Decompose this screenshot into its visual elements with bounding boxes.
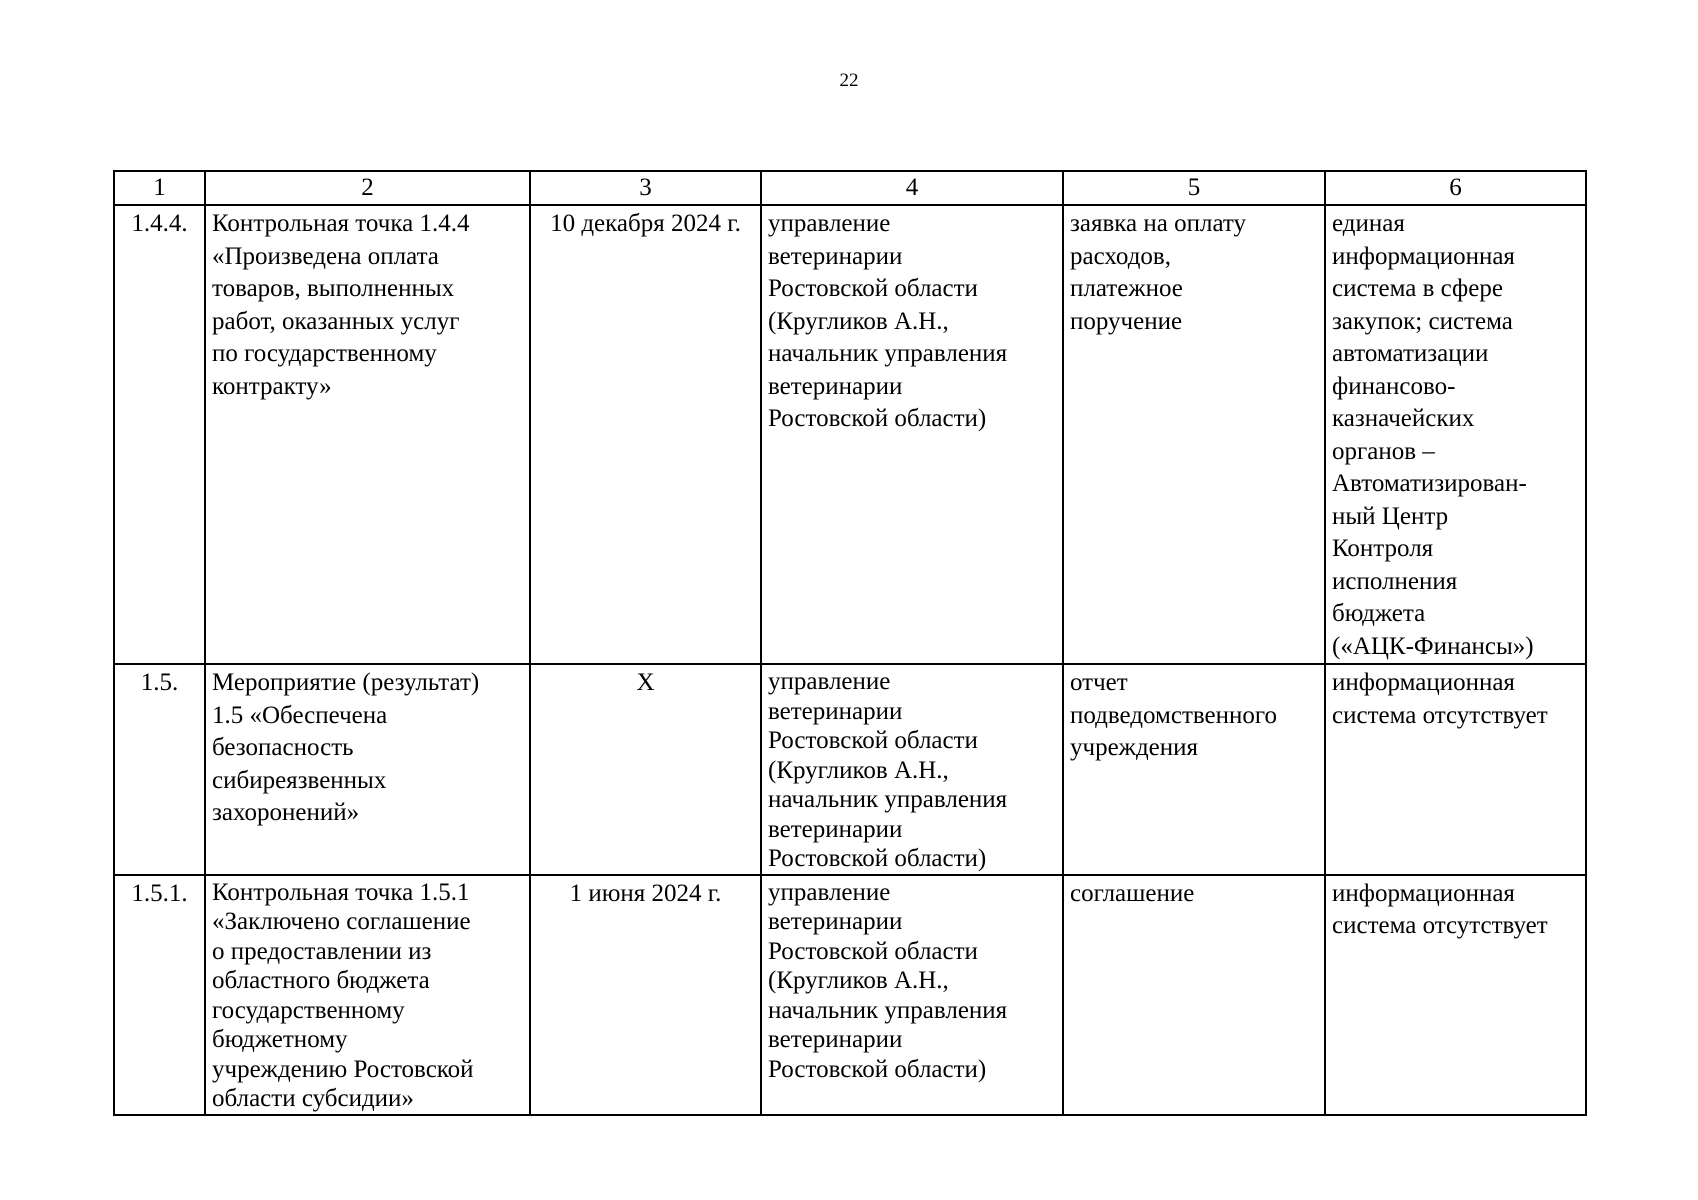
table-row: [114, 875, 1586, 1115]
row-number: 1.5.1.: [114, 875, 205, 1115]
row-responsible: управление ветеринарии Ростовской области (Кругликов А.Н., начальник управления ветеринарии Ростовской области): [761, 875, 1063, 1115]
table-row: [114, 205, 1586, 664]
row-document: отчет подведомственного учреждения: [1063, 664, 1325, 875]
row-number: 1.4.4.: [114, 205, 205, 664]
row-document: соглашение: [1063, 875, 1325, 1115]
column-header: 2: [205, 171, 530, 205]
row-number: 1.5.: [114, 664, 205, 875]
column-header: 3: [530, 171, 761, 205]
column-header: 5: [1063, 171, 1325, 205]
plan-table: [113, 170, 1587, 1116]
row-information-system: информационная система отсутствует: [1325, 664, 1586, 875]
row-date: Х: [530, 664, 761, 875]
row-date: 1 июня 2024 г.: [530, 875, 761, 1115]
column-header: 4: [761, 171, 1063, 205]
row-name: Мероприятие (результат) 1.5 «Обеспечена безопасность сибиреязвенных захоронений»: [205, 664, 530, 875]
table-header-row: [114, 171, 1586, 205]
column-header: 6: [1325, 171, 1586, 205]
row-date: 10 декабря 2024 г.: [530, 205, 761, 664]
table-row: [114, 664, 1586, 875]
row-name: Контрольная точка 1.4.4 «Произведена оплата товаров, выполненных работ, оказанных услуг по государственному контракту»: [205, 205, 530, 664]
column-header: 1: [114, 171, 205, 205]
row-name: Контрольная точка 1.5.1 «Заключено соглашение о предоставлении из областного бюджета государственному бюджетному учреждению Ростовской области субсидии»: [205, 875, 530, 1115]
row-responsible: управление ветеринарии Ростовской области (Кругликов А.Н., начальник управления ветеринарии Ростовской области): [761, 205, 1063, 664]
page-number: 22: [839, 70, 859, 91]
row-information-system: информационная система отсутствует: [1325, 875, 1586, 1115]
row-information-system: единая информационная система в сфере закупок; система автоматизации финансово- казначейских органов – Автоматизирован- ный Центр Контроля исполнения бюджета («АЦК-Финансы»): [1325, 205, 1586, 664]
row-responsible: управление ветеринарии Ростовской области (Кругликов А.Н., начальник управления ветеринарии Ростовской области): [761, 664, 1063, 875]
row-document: заявка на оплату расходов, платежное поручение: [1063, 205, 1325, 664]
